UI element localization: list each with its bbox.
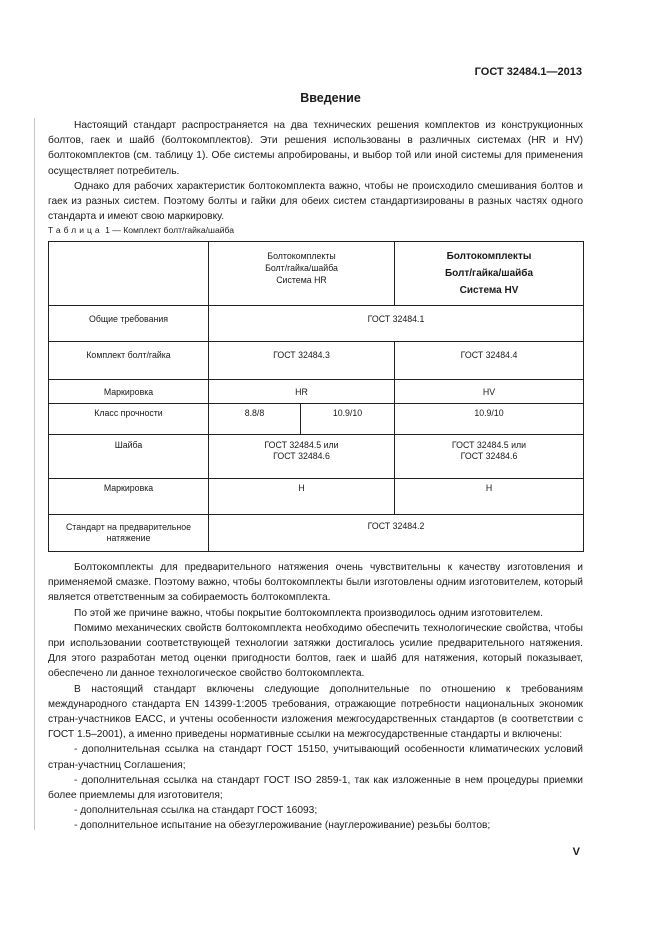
- cell-hv: 10.9/10: [395, 404, 584, 435]
- cell-hr: [209, 435, 395, 479]
- paragraph: В настоящий стандарт включены следующие дополнительные по отношению к требованиям международного стандарта EN 14399-1:2005 требования, отражающие потребности национальных экономик стран-участников ЕАСС, и учтены особенности изложения межгосударственных стандартов (в соответствии с ГОСТ 1.5–2001), а именно приведены нормативные ссылки на межгосударственные стандарты и включены:: [48, 683, 583, 741]
- cell-hr: ГОСТ 32484.3: [209, 342, 395, 380]
- cell-hr-b: 10.9/10: [301, 404, 395, 435]
- cell-hr-line: ГОСТ 32484.5 или: [264, 440, 339, 450]
- table-row: [49, 515, 584, 552]
- intro-text: [48, 118, 583, 224]
- cell-hr-line: ГОСТ 32484.6: [273, 451, 330, 461]
- header-hr: [209, 242, 395, 306]
- bolt-kit-table: [48, 241, 584, 552]
- list-item: - дополнительная ссылка на стандарт ГОСТ 16093;: [74, 805, 318, 817]
- row-label: Общие требования: [49, 306, 209, 342]
- row-label: Комплект болт/гайка: [49, 342, 209, 380]
- header-hv-line: Болтокомплекты: [446, 251, 532, 262]
- table-row: [49, 435, 584, 479]
- table-caption: [48, 225, 234, 235]
- table-header-row: [49, 242, 584, 306]
- row-label: Маркировка: [49, 380, 209, 404]
- cell-hv: ГОСТ 32484.4: [395, 342, 584, 380]
- header-hv: [395, 242, 584, 306]
- table-row: [49, 342, 584, 380]
- header-hr-line: Система HR: [276, 275, 327, 285]
- paragraph: По этой же причине важно, чтобы покрытие болтокомплекта производилось одним изготовителем.: [74, 607, 544, 619]
- row-label: Шайба: [49, 435, 209, 479]
- row-label: Маркировка: [49, 479, 209, 515]
- header-hr-line: Болтокомплекты: [267, 251, 336, 261]
- table-row: [49, 404, 584, 435]
- paragraph: Болтокомплекты для предварительного натяжения очень чувствительны к качеству изготовления и применяемой смазке. Поэтому важно, чтобы болтокомплекты были изготовлены одним изготовителем, который является ответственным за собираемость болтокомплекта.: [48, 562, 583, 604]
- cell-hv: [395, 435, 584, 479]
- table-row: [49, 479, 584, 515]
- cell-hv: HV: [395, 380, 584, 404]
- document-code: ГОСТ 32484.1—2013: [474, 66, 582, 78]
- row-label-line: натяжение: [106, 533, 151, 543]
- cell-hv-line: ГОСТ 32484.5 или: [451, 440, 527, 450]
- page-number: V: [572, 846, 580, 858]
- header-hv-line: Болт/гайка/шайба: [444, 268, 534, 279]
- table-row: [49, 380, 584, 404]
- list-item: - дополнительная ссылка на стандарт ГОСТ ISO 2859-1, так как изложенные в нем процедуры приемки более приемлемы для изготовителя;: [48, 774, 583, 802]
- list-item: - дополнительное испытание на обезуглероживание (науглероживание) резьбы болтов;: [74, 820, 491, 832]
- table-caption-text: 1 — Комплект болт/гайка/шайба: [102, 225, 235, 235]
- header-empty-cell: [49, 242, 209, 306]
- list-item: - дополнительная ссылка на стандарт ГОСТ 15150, учитывающий особенности климатических условий стран-участниц Соглашения;: [48, 744, 583, 771]
- row-label-line: Стандарт на предварительное: [65, 522, 192, 532]
- table-caption-prefix: Таблица: [48, 225, 103, 235]
- cell-hv-line: ГОСТ 32484.6: [460, 451, 518, 461]
- section-title: Введение: [300, 91, 361, 105]
- cell-hr: HR: [209, 380, 395, 404]
- cell-value: ГОСТ 32484.2: [209, 515, 584, 552]
- row-label: Класс прочности: [49, 404, 209, 435]
- table-row: [49, 306, 584, 342]
- header-hv-line: Система HV: [459, 285, 519, 296]
- paragraph: Помимо механических свойств болтокомплекта необходимо обеспечить технологические свойства, чтобы при использовании соответствующей технологии затяжки достигалось усилие предварительного натяжения. Для этого разработан метод оценки пригодности болтов, гаек и шайб для натяжения, который показывает, обеспечено ли данное технологическое свойство болтокомплекта.: [48, 622, 583, 680]
- cell-hr-a: 8.8/8: [209, 404, 301, 435]
- header-hr-line: Болт/гайка/шайба: [265, 263, 338, 273]
- body-text: [48, 560, 583, 834]
- paragraph: Настоящий стандарт распространяется на два технических решения комплектов из конструкционных болтов, гаек и шайб (болтокомплектов). Эти решения использованы в различных системах (HR и HV) болтокомплектов (см. таблицу 1). Обе системы апробированы, и выбор той или иной системы для применения осуществляет потребитель.: [48, 120, 583, 177]
- paragraph: Однако для рабочих характеристик болтокомплекта важно, чтобы не происходило смешивания болтов и гаек из разных систем. Поэтому болты и гайки для обеих систем стандартизированы в разных частях одного стандарта и имеют свою маркировку.: [48, 180, 583, 223]
- row-label: [49, 515, 209, 552]
- cell-hv: H: [395, 479, 584, 515]
- cell-value: ГОСТ 32484.1: [209, 306, 584, 342]
- margin-rule: [34, 118, 35, 830]
- cell-hr: H: [209, 479, 395, 515]
